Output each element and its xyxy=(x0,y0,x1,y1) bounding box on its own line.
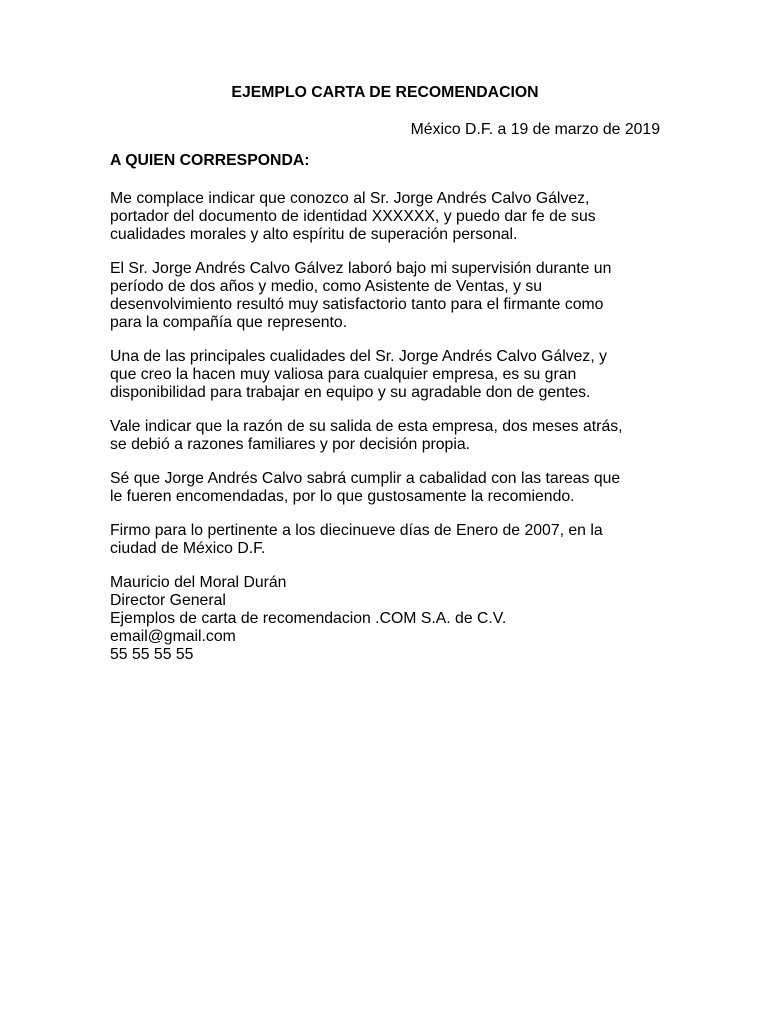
paragraph-line: portador del documento de identidad XXXXXX, y puedo dar fe de sus xyxy=(110,208,596,225)
paragraph-line: Me complace indicar que conozco al Sr. Jorge Andrés Calvo Gálvez, xyxy=(110,190,590,207)
letter-title: EJEMPLO CARTA DE RECOMENDACION xyxy=(231,84,539,101)
paragraph-line: Vale indicar que la razón de su salida de esta empresa, dos meses atrás, xyxy=(110,418,623,435)
signature-block xyxy=(110,574,660,664)
paragraph-line: cualidades morales y alto espíritu de superación personal. xyxy=(110,226,518,243)
paragraph-line: desenvolvimiento resultó muy satisfactorio tanto para el firmante como xyxy=(110,296,604,313)
paragraph-2 xyxy=(110,260,660,332)
paragraph-3 xyxy=(110,348,660,402)
paragraph-line: Sé que Jorge Andrés Calvo sabrá cumplir a cabalidad con las tareas que xyxy=(110,470,621,487)
signer-phone: 55 55 55 55 xyxy=(110,646,194,663)
letter-body xyxy=(110,84,660,664)
signer-position: Director General xyxy=(110,592,226,609)
paragraph-line: le fueren encomendadas, por lo que gustosamente la recomiendo. xyxy=(110,488,575,505)
paragraph-line: se debió a razones familiares y por decisión propia. xyxy=(110,436,471,453)
signer-company: Ejemplos de carta de recomendacion .COM S.A. de C.V. xyxy=(110,610,507,627)
signer-email: email@gmail.com xyxy=(110,628,236,645)
paragraph-line: que creo la hacen muy valiosa para cualquier empresa, es su gran xyxy=(110,366,577,383)
paragraph-line: ciudad de México D.F. xyxy=(110,540,266,557)
paragraph-line: El Sr. Jorge Andrés Calvo Gálvez laboró bajo mi supervisión durante un xyxy=(110,260,612,277)
paragraph-line: Firmo para lo pertinente a los diecinueve días de Enero de 2007, en la xyxy=(110,522,603,539)
paragraph-4 xyxy=(110,418,660,454)
signer-name: Mauricio del Moral Durán xyxy=(110,574,287,591)
paragraph-line: Una de las principales cualidades del Sr. Jorge Andrés Calvo Gálvez, y xyxy=(110,348,607,365)
letter-date: México D.F. a 19 de marzo de 2019 xyxy=(410,121,660,138)
paragraph-5 xyxy=(110,470,660,506)
paragraph-line: período de dos años y medio, como Asistente de Ventas, y su xyxy=(110,278,543,295)
letter-salutation: A QUIEN CORRESPONDA: xyxy=(110,152,310,169)
paragraph-line: disponibilidad para trabajar en equipo y su agradable don de gentes. xyxy=(110,384,591,401)
paragraph-line: para la compañía que represento. xyxy=(110,314,348,331)
paragraph-1 xyxy=(110,190,660,244)
paragraph-6 xyxy=(110,522,660,558)
